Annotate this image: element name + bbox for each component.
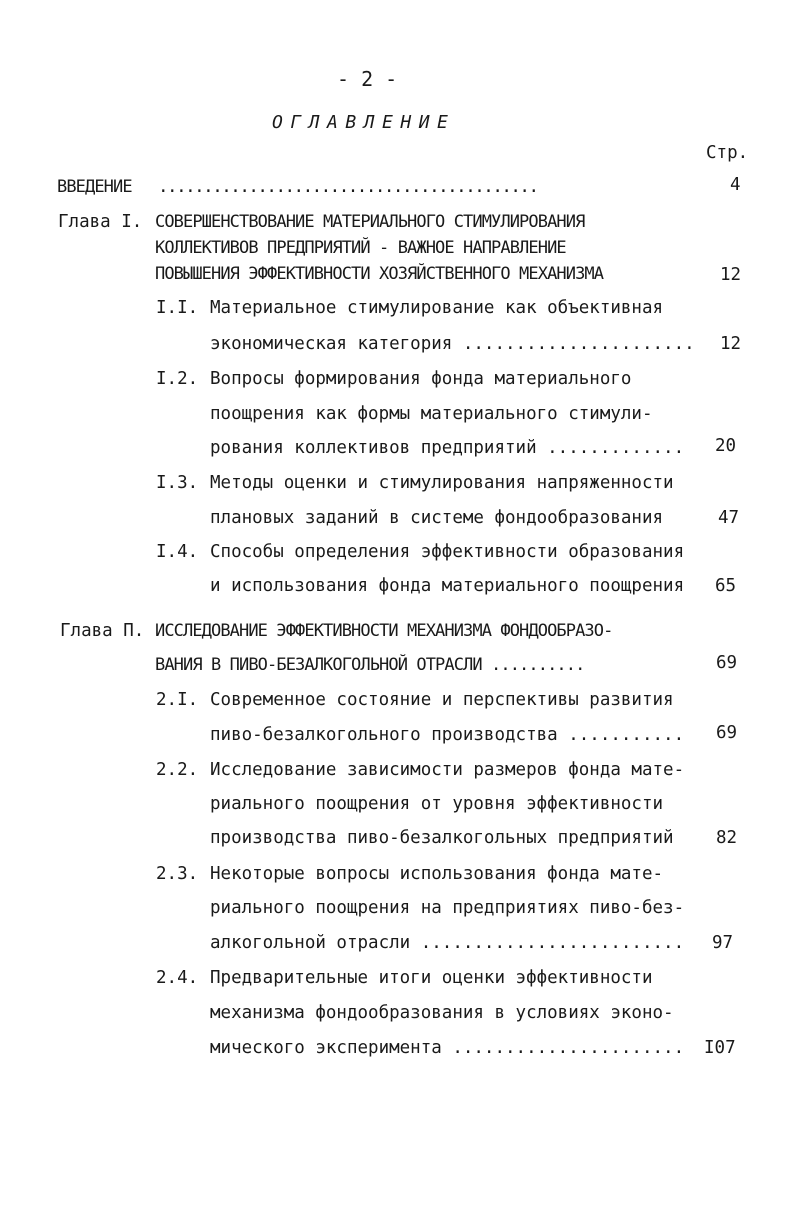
intro-label: ВВЕДЕНИЕ xyxy=(57,177,132,197)
section-2-3-number: 2.3. xyxy=(156,864,199,884)
section-2-2-number: 2.2. xyxy=(156,760,199,780)
section-2-1-page: 69 xyxy=(716,723,738,743)
section-2-3-line-2: риального поощрения на предприятиях пиво-без- xyxy=(210,898,685,918)
section-1-3-line-1: Методы оценки и стимулирования напряженности xyxy=(210,473,674,493)
section-1-4-line-1: Способы определения эффективности образования xyxy=(210,542,685,562)
section-2-2-page: 82 xyxy=(716,828,738,848)
chapter-2-page: 69 xyxy=(716,653,738,673)
chapter-2-line-2: ВАНИЯ В ПИВО-БЕЗАЛКОГОЛЬНОЙ ОТРАСЛИ .......... xyxy=(155,655,585,675)
chapter-1-label: Глава I. xyxy=(58,212,143,232)
section-1-1-number: I.I. xyxy=(156,298,199,318)
toc-title: ОГЛАВЛЕНИЕ xyxy=(272,112,456,133)
section-1-3-line-2: плановых заданий в системе фондообразования xyxy=(210,508,664,528)
section-1-4-page: 65 xyxy=(715,576,737,596)
chapter-1-line-2: КОЛЛЕКТИВОВ ПРЕДПРИЯТИЙ - ВАЖНОЕ НАПРАВЛЕНИЕ xyxy=(155,238,566,258)
section-1-3-page: 47 xyxy=(718,508,740,528)
page-number: - 2 - xyxy=(337,67,398,91)
section-2-4-line-3: мического эксперимента ...................... xyxy=(210,1038,685,1058)
section-1-1-page: 12 xyxy=(720,334,742,354)
chapter-1-line-1: СОВЕРШЕНСТВОВАНИЕ МАТЕРИАЛЬНОГО СТИМУЛИРОВАНИЯ xyxy=(155,212,585,232)
section-1-1-line-2: экономическая категория ...................... xyxy=(210,334,695,354)
section-2-3-page: 97 xyxy=(712,933,734,953)
section-1-2-line-2: поощрения как формы материального стимули- xyxy=(210,404,653,424)
section-2-1-line-1: Современное состояние и перспективы развития xyxy=(210,690,674,710)
section-2-1-number: 2.I. xyxy=(156,690,199,710)
section-2-4-page: I07 xyxy=(704,1038,736,1058)
section-2-1-line-2: пиво-безалкогольного производства ........... xyxy=(210,725,685,745)
section-2-2-line-3: производства пиво-безалкогольных предприятий xyxy=(210,828,674,848)
section-1-3-number: I.3. xyxy=(156,473,199,493)
section-1-4-line-2: и использования фонда материального поощрения xyxy=(210,576,685,596)
section-2-4-line-2: механизма фондообразования в условиях эконо- xyxy=(210,1003,674,1023)
chapter-2-label: Глава П. xyxy=(60,621,145,641)
section-2-3-line-3: алкогольной отрасли ......................... xyxy=(210,933,685,953)
section-1-2-line-1: Вопросы формирования фонда материального xyxy=(210,369,632,389)
section-2-4-number: 2.4. xyxy=(156,968,199,988)
chapter-2-line-1: ИССЛЕДОВАНИЕ ЭФФЕКТИВНОСТИ МЕХАНИЗМА ФОНДООБРАЗО- xyxy=(155,621,613,641)
page-column-header: Стр. xyxy=(706,143,749,163)
intro-leader: .......................................... xyxy=(158,177,538,197)
chapter-1-page: 12 xyxy=(720,265,742,285)
section-2-2-line-1: Исследование зависимости размеров фонда мате- xyxy=(210,760,685,780)
section-1-4-number: I.4. xyxy=(156,542,199,562)
section-2-2-line-2: риального поощрения от уровня эффективности xyxy=(210,794,664,814)
section-1-1-line-1: Материальное стимулирование как объективная xyxy=(210,298,664,318)
intro-page: 4 xyxy=(730,175,741,195)
section-2-3-line-1: Некоторые вопросы использования фонда мате- xyxy=(210,864,664,884)
section-1-2-number: I.2. xyxy=(156,369,199,389)
section-2-4-line-1: Предварительные итоги оценки эффективности xyxy=(210,968,653,988)
chapter-1-line-3: ПОВЫШЕНИЯ ЭФФЕКТИВНОСТИ ХОЗЯЙСТВЕННОГО МЕХАНИЗМА xyxy=(155,264,604,284)
section-1-2-page: 20 xyxy=(715,436,737,456)
section-1-2-line-3: рования коллективов предприятий ............. xyxy=(210,438,685,458)
